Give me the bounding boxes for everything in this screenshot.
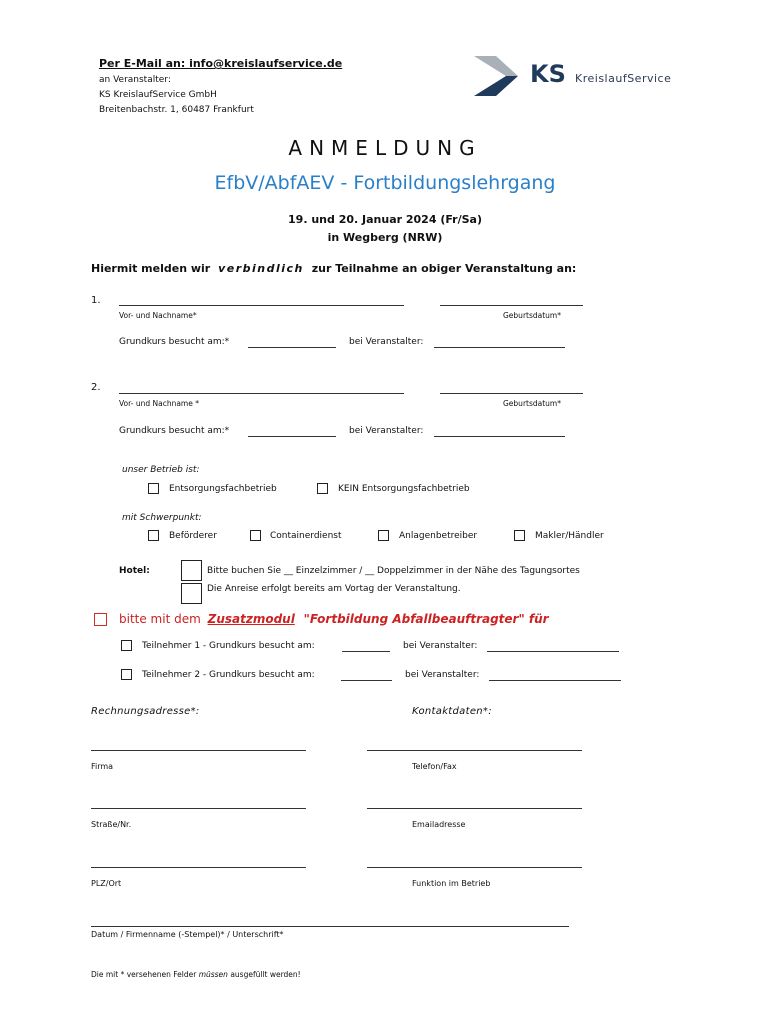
participant-2-veranstalter-field[interactable] <box>434 436 565 437</box>
address-line-1: an Veranstalter: <box>99 75 171 85</box>
participant-2-birth-caption: Geburtsdatum* <box>503 399 561 408</box>
participant-1-grundkurs-label: Grundkurs besucht am:* <box>119 337 230 347</box>
hotel-vortag-checkbox[interactable] <box>181 583 202 604</box>
zusatz-teilnehmer-1-label: Teilnehmer 1 - Grundkurs besucht am: <box>142 641 315 651</box>
hotel-booking-checkbox[interactable] <box>181 560 202 581</box>
participant-1-name-field[interactable] <box>119 305 404 306</box>
anlagenbetreiber-checkbox[interactable] <box>378 530 389 541</box>
kein-entsorgungsfachbetrieb-checkbox[interactable] <box>317 483 328 494</box>
funktion-label: Funktion im Betrieb <box>412 879 491 888</box>
zusatzmodul-emphasis: Zusatzmodul <box>207 612 295 626</box>
rechnung-heading: Rechnungsadresse*: <box>91 706 200 717</box>
telefon-label: Telefon/Fax <box>412 762 457 771</box>
email-label: Emailadresse <box>412 820 466 829</box>
telefon-field[interactable] <box>367 750 582 751</box>
strasse-field[interactable] <box>91 808 306 809</box>
intro-post: zur Teilnahme an obiger Veranstaltung an: <box>311 262 577 275</box>
containerdienst-label: Containerdienst <box>270 531 342 541</box>
makler-haendler-checkbox[interactable] <box>514 530 525 541</box>
participant-1-name-caption: Vor- und Nachname* <box>119 311 197 320</box>
zusatz-teilnehmer-2-label: Teilnehmer 2 - Grundkurs besucht am: <box>142 670 315 680</box>
kontakt-heading: Kontaktdaten*: <box>412 706 492 717</box>
signature-field[interactable] <box>91 926 569 927</box>
participant-1-number: 1. <box>91 295 101 306</box>
email-field[interactable] <box>367 808 582 809</box>
zusatzmodul-pre: bitte mit dem <box>119 612 201 626</box>
participant-1-birth-caption: Geburtsdatum* <box>503 311 561 320</box>
betrieb-label: unser Betrieb ist: <box>122 465 200 475</box>
anlagenbetreiber-label: Anlagenbetreiber <box>399 531 478 541</box>
zusatzmodul-checkbox[interactable] <box>94 613 107 626</box>
footer-post: ausgefüllt werden! <box>230 970 301 979</box>
strasse-label: Straße/Nr. <box>91 820 132 829</box>
page-title: ANMELDUNG <box>288 136 482 160</box>
schwerpunkt-label: mit Schwerpunkt: <box>122 513 202 523</box>
befoerderer-label: Beförderer <box>169 531 217 541</box>
zusatz-teilnehmer-2-veranstalter-field[interactable] <box>489 680 621 681</box>
participant-2-number: 2. <box>91 382 101 393</box>
hotel-line-2: Die Anreise erfolgt bereits am Vortag der Veranstaltung. <box>207 584 461 594</box>
plz-ort-field[interactable] <box>91 867 306 868</box>
containerdienst-checkbox[interactable] <box>250 530 261 541</box>
address-line-3: Breitenbachstr. 1, 60487 Frankfurt <box>99 105 254 115</box>
entsorgungsfachbetrieb-label: Entsorgungsfachbetrieb <box>169 484 277 494</box>
zusatzmodul-post: "Fortbildung Abfallbeauftragter" für <box>303 612 549 626</box>
participant-1-veranstalter-field[interactable] <box>434 347 565 348</box>
intro-pre: Hiermit melden wir <box>91 262 211 275</box>
footer-emphasis: müssen <box>198 970 228 979</box>
intro-text <box>91 262 576 275</box>
email-recipient: Per E-Mail an: info@kreislaufservice.de <box>99 57 343 70</box>
footer-note <box>91 970 301 979</box>
footer-pre: Die mit * versehenen Felder <box>91 970 197 979</box>
participant-2-name-field[interactable] <box>119 393 404 394</box>
entsorgungsfachbetrieb-checkbox[interactable] <box>148 483 159 494</box>
plz-ort-label: PLZ/Ort <box>91 879 122 888</box>
course-date: 19. und 20. Januar 2024 (Fr/Sa) <box>288 213 482 226</box>
hotel-label: Hotel: <box>119 566 150 576</box>
zusatz-teilnehmer-1-veranstalter-field[interactable] <box>487 651 619 652</box>
logo-name-text: KreislaufService <box>575 72 672 85</box>
befoerderer-checkbox[interactable] <box>148 530 159 541</box>
participant-1-birthdate-field[interactable] <box>440 305 583 306</box>
logo-ks-text: KS <box>530 60 566 88</box>
participant-2-grundkurs-field[interactable] <box>248 436 336 437</box>
participant-2-veranstalter-label: bei Veranstalter: <box>349 426 424 436</box>
participant-2-grundkurs-label: Grundkurs besucht am:* <box>119 426 230 436</box>
firma-field[interactable] <box>91 750 306 751</box>
funktion-field[interactable] <box>367 867 582 868</box>
zusatz-teilnehmer-1-veranstalter-label: bei Veranstalter: <box>403 641 478 651</box>
logo-mark-icon <box>472 54 532 98</box>
zusatz-teilnehmer-2-date-field[interactable] <box>341 680 392 681</box>
signature-label: Datum / Firmenname (-Stempel)* / Unterschrift* <box>91 930 284 939</box>
company-logo <box>472 54 672 98</box>
participant-2-birthdate-field[interactable] <box>440 393 583 394</box>
hotel-line-1: Bitte buchen Sie __ Einzelzimmer / __ Doppelzimmer in der Nähe des Tagungsortes <box>207 566 580 576</box>
intro-emphasis: verbindlich <box>218 262 304 275</box>
course-subtitle: EfbV/AbfAEV - Fortbildungslehrgang <box>214 172 556 194</box>
address-line-2: KS KreislaufService GmbH <box>99 90 217 100</box>
zusatz-teilnehmer-2-checkbox[interactable] <box>121 669 132 680</box>
zusatzmodul-text <box>119 612 549 626</box>
zusatz-teilnehmer-2-veranstalter-label: bei Veranstalter: <box>405 670 480 680</box>
makler-haendler-label: Makler/Händler <box>535 531 604 541</box>
zusatz-teilnehmer-1-checkbox[interactable] <box>121 640 132 651</box>
participant-1-grundkurs-field[interactable] <box>248 347 336 348</box>
participant-1-veranstalter-label: bei Veranstalter: <box>349 337 424 347</box>
participant-2-name-caption: Vor- und Nachname * <box>119 399 199 408</box>
firma-label: Firma <box>91 762 114 771</box>
kein-entsorgungsfachbetrieb-label: KEIN Entsorgungsfachbetrieb <box>338 484 470 494</box>
zusatz-teilnehmer-1-date-field[interactable] <box>342 651 390 652</box>
course-place: in Wegberg (NRW) <box>327 231 443 244</box>
